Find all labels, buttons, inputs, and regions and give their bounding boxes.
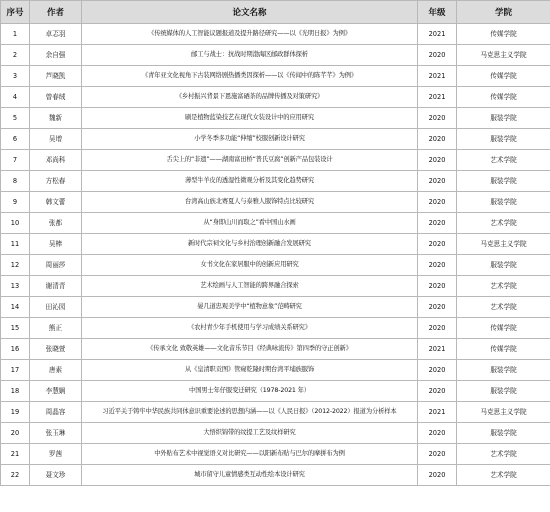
table-row — [1, 24, 550, 45]
cell-school: 服装学院 — [457, 381, 550, 402]
table-row — [1, 255, 550, 276]
cell-author: 聂文珍 — [30, 465, 82, 486]
cell-title: 艺术绘画与人工智能的跨界融合探索 — [82, 276, 418, 297]
header-year: 年级 — [418, 1, 457, 24]
cell-school: 艺术学院 — [457, 213, 550, 234]
cell-author: 魏新 — [30, 108, 82, 129]
cell-author: 曾春绒 — [30, 87, 82, 108]
cell-author: 吴棒 — [30, 234, 82, 255]
cell-year: 2020 — [418, 171, 457, 192]
cell-title: 大悟织锦带的纹提工艺及纹样研究 — [82, 423, 418, 444]
cell-school: 艺术学院 — [457, 276, 550, 297]
cell-year: 2020 — [418, 297, 457, 318]
cell-year: 2020 — [418, 381, 457, 402]
cell-title: 《乡村振兴背景下恩施富硒茶的品牌传播及对策研究》 — [82, 87, 418, 108]
cell-number: 14 — [1, 297, 30, 318]
cell-number: 1 — [1, 24, 30, 45]
header-row — [1, 1, 550, 24]
cell-author: 谢清青 — [30, 276, 82, 297]
cell-year: 2020 — [418, 150, 457, 171]
cell-school: 服装学院 — [457, 360, 550, 381]
table-row — [1, 66, 550, 87]
cell-school: 传媒学院 — [457, 24, 550, 45]
table-row — [1, 108, 550, 129]
cell-year: 2020 — [418, 108, 457, 129]
cell-number: 22 — [1, 465, 30, 486]
cell-title: 习近平关于铸牢中华民族共同体意识重要论述的思想内涵——以《人民日报》（2012-2022）报道为分析样本 — [82, 402, 418, 423]
cell-number: 18 — [1, 381, 30, 402]
cell-school: 艺术学院 — [457, 150, 550, 171]
cell-author: 余自强 — [30, 45, 82, 66]
cell-year: 2020 — [418, 444, 457, 465]
cell-author: 韩文蕾 — [30, 192, 82, 213]
cell-author: 周丽莎 — [30, 255, 82, 276]
cell-year: 2020 — [418, 213, 457, 234]
table-row — [1, 444, 550, 465]
cell-title: 《传承文化 致敬英雄——文化音乐节目《经典咏流传》第四季的守正创新》 — [82, 339, 418, 360]
cell-year: 2020 — [418, 423, 457, 444]
cell-title: 从《皇清职贡图》管窥乾隆时期台湾平埔族服饰 — [82, 360, 418, 381]
table-row — [1, 87, 550, 108]
cell-year: 2020 — [418, 360, 457, 381]
cell-school: 服装学院 — [457, 129, 550, 150]
cell-number: 11 — [1, 234, 30, 255]
table-row — [1, 171, 550, 192]
cell-author: 张晓萱 — [30, 339, 82, 360]
cell-number: 9 — [1, 192, 30, 213]
table-row — [1, 234, 550, 255]
header-number: 序号 — [1, 1, 30, 24]
cell-author: 熊正 — [30, 318, 82, 339]
cell-school: 服装学院 — [457, 255, 550, 276]
cell-author: 张玉琳 — [30, 423, 82, 444]
cell-school: 传媒学院 — [457, 318, 550, 339]
cell-title: 新时代宗祠文化与乡村治理创新融合发展研究 — [82, 234, 418, 255]
cell-title: 小学冬季多功能“伸缩”校服创新设计研究 — [82, 129, 418, 150]
cell-title: 中外贴布艺术中视觉语义对比研究——以阳新布贴与巴尔的摩拼布为例 — [82, 444, 418, 465]
table-row — [1, 213, 550, 234]
cell-title: 《农村青少年手机使用与学习成绩关系研究》 — [82, 318, 418, 339]
cell-title: 中国男士年仔服变迁研究（1978-2021 年） — [82, 381, 418, 402]
cell-author: 方松春 — [30, 171, 82, 192]
cell-author: 唐素 — [30, 360, 82, 381]
cell-number: 16 — [1, 339, 30, 360]
table-row — [1, 339, 550, 360]
cell-title: 《传统媒体的人工智能议题报道及提升路径研究——以《光明日报》为例》 — [82, 24, 418, 45]
table-row — [1, 150, 550, 171]
cell-year: 2021 — [418, 24, 457, 45]
table-row — [1, 402, 550, 423]
cell-year: 2020 — [418, 45, 457, 66]
cell-author: 芦晓凯 — [30, 66, 82, 87]
cell-number: 6 — [1, 129, 30, 150]
cell-number: 4 — [1, 87, 30, 108]
cell-year: 2020 — [418, 276, 457, 297]
table-row — [1, 381, 550, 402]
cell-year: 2020 — [418, 129, 457, 150]
cell-school: 马克思主义学院 — [457, 234, 550, 255]
cell-school: 服装学院 — [457, 192, 550, 213]
cell-number: 2 — [1, 45, 30, 66]
table-row — [1, 297, 550, 318]
cell-year: 2021 — [418, 87, 457, 108]
cell-school: 服装学院 — [457, 423, 550, 444]
cell-title: 薄型牛羊皮的透湿性微观分析及其变化趋势研究 — [82, 171, 418, 192]
cell-year: 2020 — [418, 318, 457, 339]
table-row — [1, 45, 550, 66]
cell-year: 2020 — [418, 234, 457, 255]
cell-author: 吴增 — [30, 129, 82, 150]
cell-title: 城市留守儿童情感类互动性绘本设计研究 — [82, 465, 418, 486]
cell-number: 13 — [1, 276, 30, 297]
cell-title: 女书文化在家居服中的创新应用研究 — [82, 255, 418, 276]
cell-title: 舌尖上的“非遗”——湖南富田桥“普氏豆腐”创新产品包装设计 — [82, 150, 418, 171]
cell-number: 19 — [1, 402, 30, 423]
cell-school: 服装学院 — [457, 171, 550, 192]
cell-number: 5 — [1, 108, 30, 129]
cell-author: 邓尚科 — [30, 150, 82, 171]
cell-year: 2021 — [418, 402, 457, 423]
cell-school: 马克思主义学院 — [457, 402, 550, 423]
header-school: 学院 — [457, 1, 550, 24]
table-row — [1, 423, 550, 444]
cell-year: 2020 — [418, 192, 457, 213]
cell-school: 服装学院 — [457, 108, 550, 129]
cell-title: 刷是植物蓝染技艺在现代女装设计中的应用研究 — [82, 108, 418, 129]
cell-number: 21 — [1, 444, 30, 465]
cell-school: 艺术学院 — [457, 465, 550, 486]
cell-school: 艺术学院 — [457, 297, 550, 318]
cell-number: 20 — [1, 423, 30, 444]
cell-number: 12 — [1, 255, 30, 276]
cell-title: 台湾高山族北赛夏人与泰雅人服饰特点比较研究 — [82, 192, 418, 213]
header-author: 作者 — [30, 1, 82, 24]
cell-number: 17 — [1, 360, 30, 381]
cell-author: 卓忑羽 — [30, 24, 82, 45]
cell-author: 周晶容 — [30, 402, 82, 423]
cell-author: 田沁园 — [30, 297, 82, 318]
cell-school: 传媒学院 — [457, 66, 550, 87]
table-row — [1, 276, 550, 297]
cell-year: 2021 — [418, 66, 457, 87]
table-row — [1, 465, 550, 486]
cell-number: 3 — [1, 66, 30, 87]
cell-title: 《青年亚文化视角下古装网络剧热播类因探析——以《传闻中的陈芊芊》为例》 — [82, 66, 418, 87]
cell-school: 传媒学院 — [457, 87, 550, 108]
cell-number: 7 — [1, 150, 30, 171]
cell-year: 2021 — [418, 339, 457, 360]
cell-author: 李慧娴 — [30, 381, 82, 402]
cell-school: 马克思主义学院 — [457, 45, 550, 66]
table-row — [1, 360, 550, 381]
cell-title: 晏几道忠观美学中“植物意象”范畴研究 — [82, 297, 418, 318]
table-row — [1, 129, 550, 150]
cell-year: 2020 — [418, 465, 457, 486]
cell-number: 15 — [1, 318, 30, 339]
table-body — [1, 24, 550, 486]
cell-number: 8 — [1, 171, 30, 192]
cell-author: 张都 — [30, 213, 82, 234]
header-title: 论文名称 — [82, 1, 418, 24]
cell-title: 邮工与战士：抗战时期渤海区邮政群体探析 — [82, 45, 418, 66]
cell-author: 罗茜 — [30, 444, 82, 465]
cell-school: 艺术学院 — [457, 444, 550, 465]
cell-title: 从“身即山川而取之”看中国山水画 — [82, 213, 418, 234]
table-row — [1, 318, 550, 339]
table-row — [1, 192, 550, 213]
cell-school: 传媒学院 — [457, 339, 550, 360]
cell-number: 10 — [1, 213, 30, 234]
cell-year: 2020 — [418, 255, 457, 276]
